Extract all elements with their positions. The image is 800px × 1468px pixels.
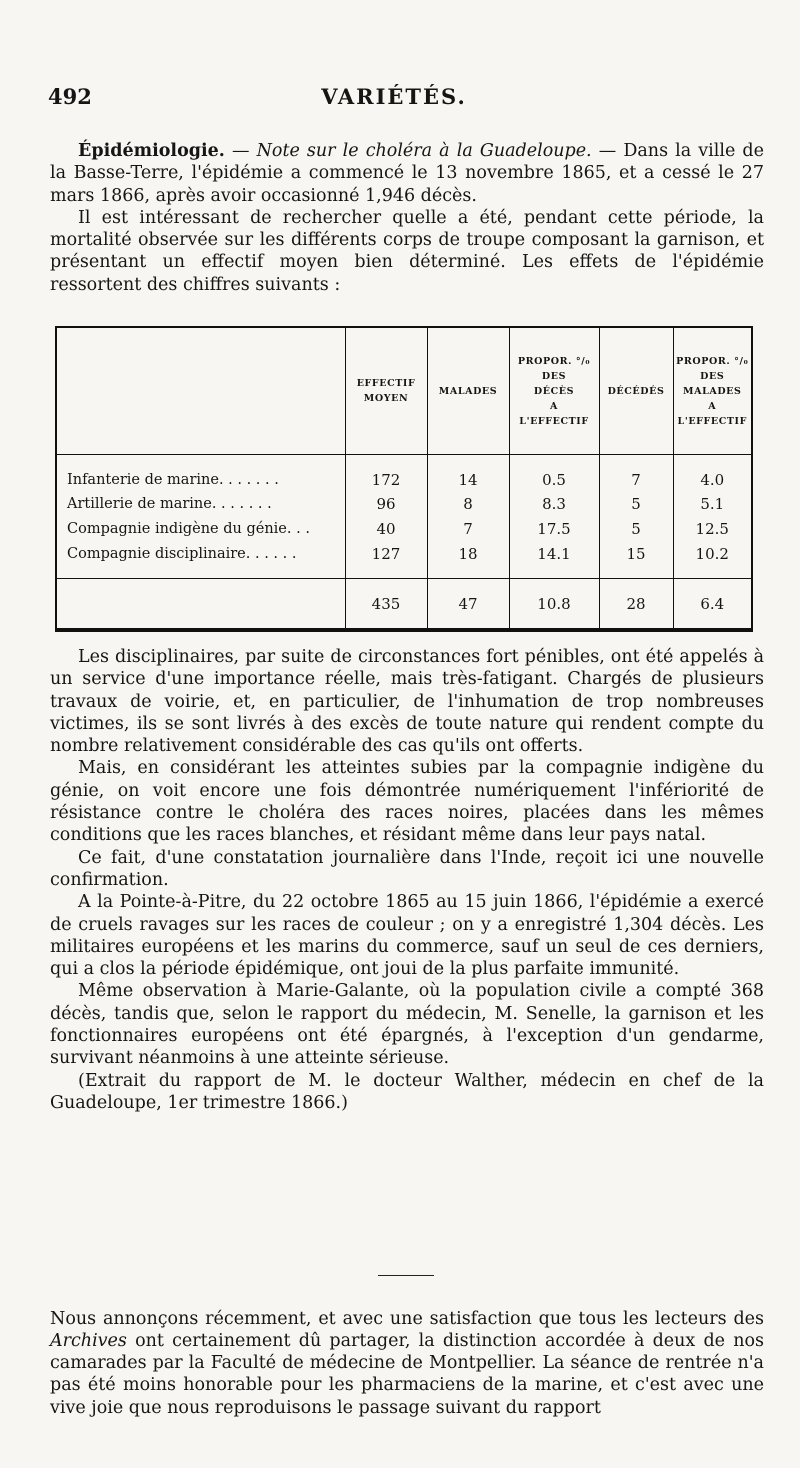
section-divider (378, 1275, 434, 1276)
paragraph-inde: Ce fait, d'une constatation journalière dans l'Inde, reçoit ici une nouvelle confirmation. (50, 847, 764, 890)
cell-prop-deces: 17.5 (509, 517, 599, 541)
cell-malades: 7 (427, 517, 509, 541)
paragraph-compagnie-indigene: Mais, en considérant les atteintes subies par la compagnie indigène du génie, on voit encore une fois démontrée numériquement l'infériorité de résistance contre le choléra des races noires, placées dans les mêmes conditions que les races blanches, et résidant même dans leur pays natal. (50, 758, 764, 846)
total-decedes: 28 (599, 579, 673, 628)
total-prop-malades: 6.4 (673, 579, 751, 628)
table-row (57, 455, 751, 493)
cell-prop-deces: 0.5 (509, 455, 599, 493)
table-row (57, 517, 751, 541)
cell-decedes: 5 (599, 492, 673, 516)
intro-paragraph-2: Il est intéressant de rechercher quelle a été, pendant cette période, la mortalité observée sur les différents corps de troupe composant la garnison, et présentant un effectif moyen bien déterminé. Les effets de l'épidémie ressortent des chiffres suivants : (50, 207, 764, 295)
header-prop-deces: PROPOR. °/₀ DES DÉCÈS A L'EFFECTIF (509, 328, 599, 455)
section-heading: Épidémiologie. (78, 141, 225, 161)
cell-malades: 14 (427, 455, 509, 493)
source-citation: (Extrait du rapport de M. le docteur Walther, médecin en chef de la Guadeloupe, 1er trimestre 1866.) (50, 1070, 764, 1113)
row-label: Artillerie de marine. . . . . . . (67, 496, 272, 513)
cell-prop-malades: 5.1 (673, 492, 751, 516)
cell-prop-deces: 8.3 (509, 492, 599, 516)
row-label: Compagnie indigène du génie. . . (67, 520, 310, 537)
running-title: VARIÉTÉS. (321, 84, 467, 109)
table-header-row (57, 328, 751, 455)
cell-effectif: 40 (345, 517, 427, 541)
cell-decedes: 7 (599, 455, 673, 493)
row-label: Infanterie de marine. . . . . . . (67, 471, 279, 488)
paragraph-pointe-a-pitre: A la Pointe-à-Pitre, du 22 octobre 1865 au 15 juin 1866, l'épidémie a exercé de cruels ravages sur les races de couleur ; on y a enregistré 1,304 décès. Les militaires européens et les marins du commerce, sauf un seul de ces derniers, qui a clos la période épidémique, ont joui de la plus parfaite immunité. (50, 892, 764, 980)
total-malades: 47 (427, 579, 509, 628)
header-prop-malades: PROPOR. °/₀ DES MALADES A L'EFFECTIF (673, 328, 751, 455)
paragraph-disciplinaires: Les disciplinaires, par suite de circonstances fort pénibles, ont été appelés à un service d'une importance réelle, mais très-fatigant. Chargés de plusieurs travaux de voirie, et, en particulier, de l'inhumation de trop nombreuses victimes, ils se sont livrés à des excès de toute nature qui rendent compte du nombre relativement considérable des cas qu'ils ont offerts. (50, 647, 764, 757)
cell-prop-malades: 4.0 (673, 455, 751, 493)
mortality-table (55, 326, 753, 632)
total-label-cell (57, 579, 345, 628)
heading-dash: — (224, 141, 257, 161)
header-effectif: EFFECTIF MOYEN (345, 328, 427, 455)
page-number: 492 (48, 84, 92, 109)
row-label: Compagnie disciplinaire. . . . . . (67, 545, 297, 562)
cell-prop-deces: 14.1 (509, 541, 599, 579)
cell-decedes: 15 (599, 541, 673, 579)
cell-malades: 18 (427, 541, 509, 579)
table-row (57, 492, 751, 516)
paragraph-montpellier: Nous annonçons récemment, et avec une satisfaction que tous les lecteurs des Archives ont certainement dû partager, la distinction accordée à deux de nos camarades par la Faculté de médecine de Montpellier. La séance de rentrée n'a pas été moins honorable pour les pharmaciens de la marine, et c'est avec une vive joie que nous reproduisons le passage suivant du rapport (50, 1308, 764, 1418)
cell-prop-malades: 10.2 (673, 541, 751, 579)
header-decedes: DÉCÉDÉS (599, 328, 673, 455)
table-row (57, 541, 751, 579)
discussion-section (50, 646, 764, 1114)
note-title: Note sur le choléra à la Guadeloupe. (256, 141, 592, 161)
archives-title: Archives (50, 1330, 127, 1351)
paragraph-marie-galante: Même observation à Marie-Galante, où la population civile a compté 368 décès, tandis que, selon le rapport du médecin, M. Senelle, la garnison et les fonctionnaires européens ont été épargnés, à l'exception d'un gendarme, survivant néanmoins à une atteinte sérieuse. (50, 981, 764, 1069)
total-prop-deces: 10.8 (509, 579, 599, 628)
intro-paragraph-1-text: — Dans la ville de la Basse-Terre, l'épidémie a commencé le 13 novembre 1865, et a cessé le 27 mars 1866, après avoir occasionné 1,946 décès. (50, 141, 764, 206)
closing-section (50, 1290, 764, 1436)
cell-prop-malades: 12.5 (673, 517, 751, 541)
cell-effectif: 172 (345, 455, 427, 493)
cell-effectif: 127 (345, 541, 427, 579)
header-malades: MALADES (427, 328, 509, 455)
cell-decedes: 5 (599, 517, 673, 541)
intro-paragraph-1 (50, 140, 764, 207)
table-total-row (57, 579, 751, 628)
header-corps (57, 328, 345, 455)
cell-malades: 8 (427, 492, 509, 516)
cell-effectif: 96 (345, 492, 427, 516)
total-effectif: 435 (345, 579, 427, 628)
page-header (48, 84, 740, 118)
intro-section (50, 140, 764, 296)
